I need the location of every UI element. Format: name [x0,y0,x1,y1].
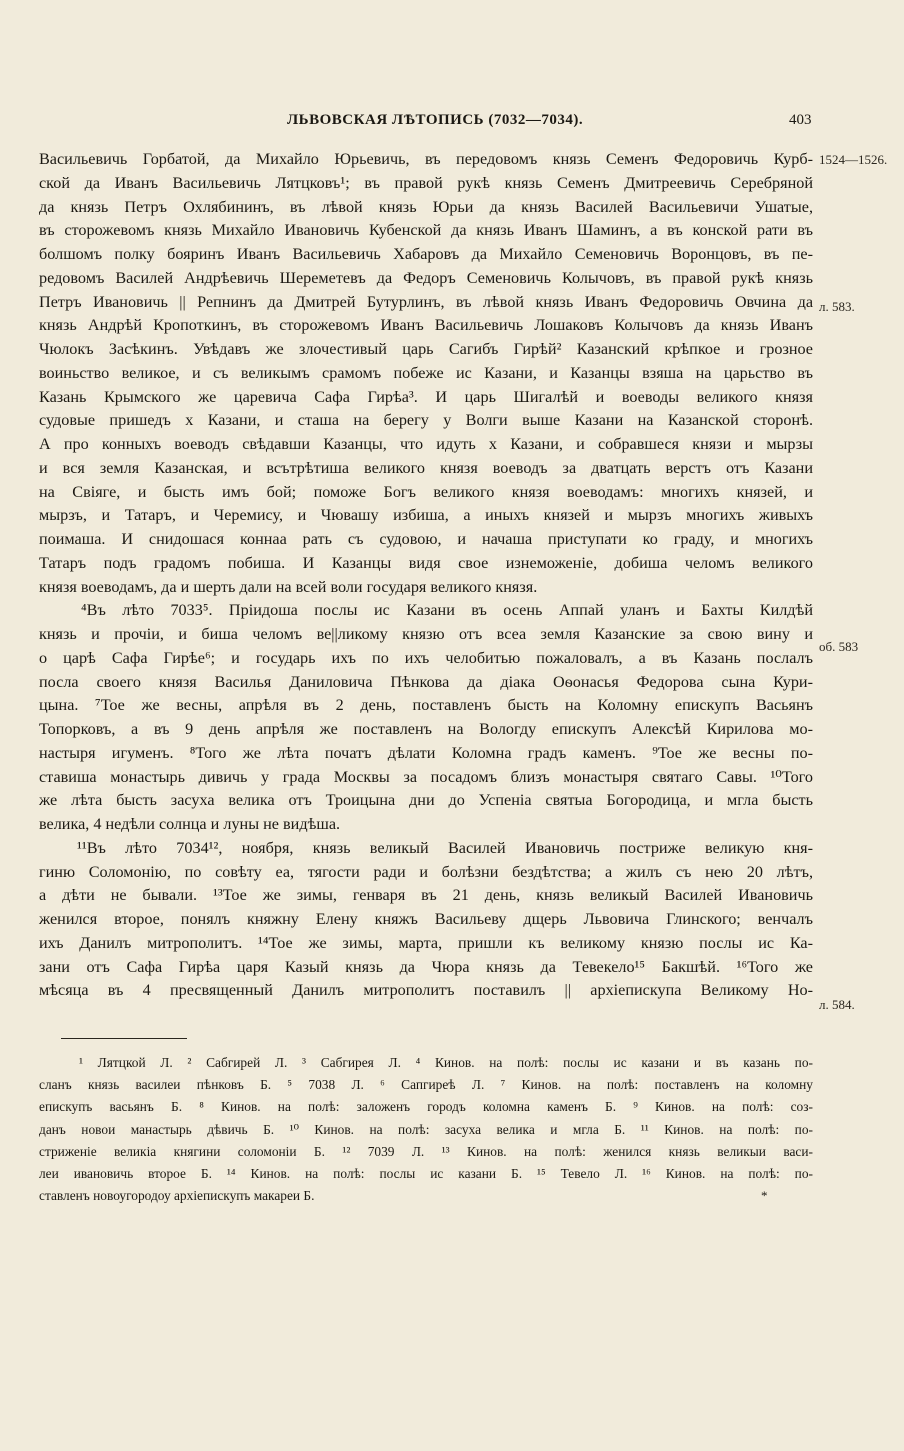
text-line: поимаша. И снидошася коннаа рать съ судовою, и начаша приступати ко граду, и многихъ [39,530,813,548]
text-line: посла своего князя Василья Даниловича Пѣнкова да діака Оѳонасья Федорова сына Кури- [39,672,813,691]
text-line: Чюлокъ Засѣкинъ. Увѣдавъ же злочестивый царь Сагибъ Гирѣй² Казанский крѣпкое и грозное [39,340,813,358]
footnote-line: леи ивановичь второе Б. ¹⁴ Кинов. на полѣ: послы ис казани Б. ¹⁵ Тевело Л. ¹⁶ Кинов. на полѣ: по- [39,1165,813,1181]
footnotes [39,1052,813,1207]
page-header [0,112,904,136]
margin-note-verso-583: об. 583 [819,639,859,654]
text-line: мѣсяца въ 4 пресвященный Данилъ митрополитъ поставилъ || архіепискупа Великому Но- [39,981,813,1000]
text-line: же лѣта бысть засуха велика отъ Троицына дни до Успеніа святыа Богородица, и мгла бысть [39,791,813,810]
text-line: и вся земля Казанская, и всътрѣтиша великого князя воеводъ за дватцать верстъ отъ Казани [39,458,813,477]
margin-note-years: 1524—1526. [819,152,888,167]
footnote-line: ¹ Лятцкой Л. ² Сабгирей Л. ³ Сабгирея Л. ⁴ Кинов. на полѣ: послы ис казани и въ казань по- [79,1055,813,1070]
footnote-divider [61,1038,187,1039]
footnote-line: ставленъ новоугородоу архіепискупъ макареи Б. [39,1188,315,1204]
text-line: ставиша монастырь дивичь у града Москвы за посадомъ близъ монастыря святаго Савы. ¹⁰Того [39,767,813,786]
text-line: Топорковъ, а въ 9 день апрѣля же поставленъ на Вологду епискупъ Алексѣй Кирилова мо- [39,720,813,738]
text-line: женился второе, понялъ княжну Елену княжъ Васильеву дщерь Львовича Глинского; венчалъ [39,910,813,928]
signature-mark: * [761,1188,768,1203]
text-line: ¹¹Въ лѣто 7034¹², ноября, князь великый Василей Ивановичь постриже великую кня- [77,838,813,857]
text-line: да князь Петръ Охлябининъ, въ лѣвой князь Юрьи да князь Василей Васильевичи Ушатые, [39,197,813,216]
footnote-line: стриженіе великіа княгини соломоніи Б. ¹² 7039 Л. ¹³ Кинов. на полѣ: женился князь великыи васи- [39,1143,813,1159]
text-line: ской да Иванъ Васильевичь Лятцковъ¹; въ правой рукѣ князь Семенъ Дмитреевичь Серебряной [39,173,813,192]
text-line: А про конныхъ воеводъ свѣдавши Казанцы, что идуть х Казани, и собравшеся князи и мырзы [39,435,813,453]
text-line: цына. ⁷Тое же весны, апрѣля въ 2 день, поставленъ бысть на Коломну епискупъ Васьянъ [39,696,813,715]
text-line: Татаръ подъ градомъ побиша. И Казанцы видя свое изнеможеніе, добиша челомъ великого [39,553,813,572]
text-line: Васильевичь Горбатой, да Михайло Юрьевичь, въ передовомъ князь Семенъ Федоровичь Курб- [39,150,813,168]
text-line: болшомъ полку бояринъ Иванъ Васильевичь Хабаровъ да Михайло Семеновичь Воронцовъ, въ пе- [39,245,813,263]
text-line: князь и прочіи, и биша челомъ ве||ликому князю отъ всеа земля Казанские за свою вину и [39,625,813,643]
text-line: велика, 4 недѣли солнца и луны не видѣша. [39,815,341,833]
text-line: князя воеводамъ, да и шерть дали на всей воли государя великого князя. [39,577,538,596]
text-line: редовомъ Василей Андрѣевичь Шереметевъ да Федоръ Семеновичь Колычовъ, въ правой рукѣ князь [39,268,813,287]
footnote-line: епискупъ васьянъ Б. ⁸ Кинов. на полѣ: заложенъ городъ коломна каменъ Б. ⁹ Кинов. на полѣ: соз- [39,1099,813,1115]
text-line: Казань Крымского же царевича Сафа Гирѣа³. И царь Шигалѣй и воеводы великого князя [39,387,813,406]
text-line: мырзъ, и Татаръ, и Черемису, и Чювашу избиша, а иныхъ князей и мырзъ многихъ живыхъ [39,506,813,525]
text-line: а дѣти не бывали. ¹³Тое же зимы, генваря въ 21 день, князь великый Василей Ивановичь [39,886,813,905]
text-line: ихъ Данилъ митрополитъ. ¹⁴Тое же зимы, марта, пришли къ великому князю послы ис Ка- [39,933,813,952]
text-line: ⁴Въ лѣто 7033⁵. Пріидоша послы ис Казани въ осень Аппай уланъ и Бахты Килдѣй [81,601,813,620]
margin-note-leaf-583: л. 583. [819,299,855,314]
margin-note-leaf-584: л. 584. [819,997,855,1012]
footnote-line: данъ новои манастырь дѣвичь Б. ¹⁰ Кинов. на полѣ: засуха велика и мгла Б. ¹¹ Кинов. на полѣ: по- [39,1121,813,1137]
text-line: на Свіяге, и бысть имъ бой; поможе Богъ великого князя воеводамъ: многихъ князей, и [39,482,813,501]
text-line: гиню Соломонію, по совѣту еа, тягости ради и болѣзни бездѣтства; а жилъ съ нею 20 лѣтъ, [39,862,813,881]
text-line: воиньство великое, и съ великымъ срамомъ побеже ис Казани, и Казанцы взяша на царьство въ [39,363,813,382]
text-line: зани отъ Сафа Гирѣа царя Казый князь да Чюра князь да Тевекело¹⁵ Бакшѣй. ¹⁶Того же [39,957,813,976]
text-line: судовые пришедъ х Казани, и сташа на берегу у Волги выше Казани на Казанской сторонѣ. [39,411,813,430]
main-text [39,148,813,1003]
text-line: настыря игуменъ. ⁸Того же лѣта початъ дѣлати Коломна градъ каменъ. ⁹Тое же весны по- [39,743,813,762]
running-title: ЛЬВОВСКАЯ ЛѢТОПИСЬ (7032—7034). [287,112,584,128]
text-line: князь Андрѣй Кропоткинъ, въ сторожевомъ Иванъ Васильевичь Лошаковъ Колычовъ да князь Иванъ [39,316,813,335]
text-line: Петръ Ивановичь || Репнинъ да Дмитрей Бутурлинъ, въ лѣвой князь Иванъ Федоровичь Овчина да [39,292,813,311]
page-number: 403 [789,112,812,128]
footnote-line: сланъ князь василеи пѣнковъ Б. ⁵ 7038 Л. ⁶ Сапгиреѣ Л. ⁷ Кинов. на полѣ: поставленъ на коломну [39,1077,813,1093]
text-line: о царѣ Сафа Гирѣе⁶; и государь ихъ по ихъ челобитью пожаловалъ, а въ Казань послалъ [39,648,813,667]
text-line: въ сторожевомъ князь Михайло Ивановичь Кубенской да князь Иванъ Шаминъ, а въ конской рати въ [39,221,813,240]
